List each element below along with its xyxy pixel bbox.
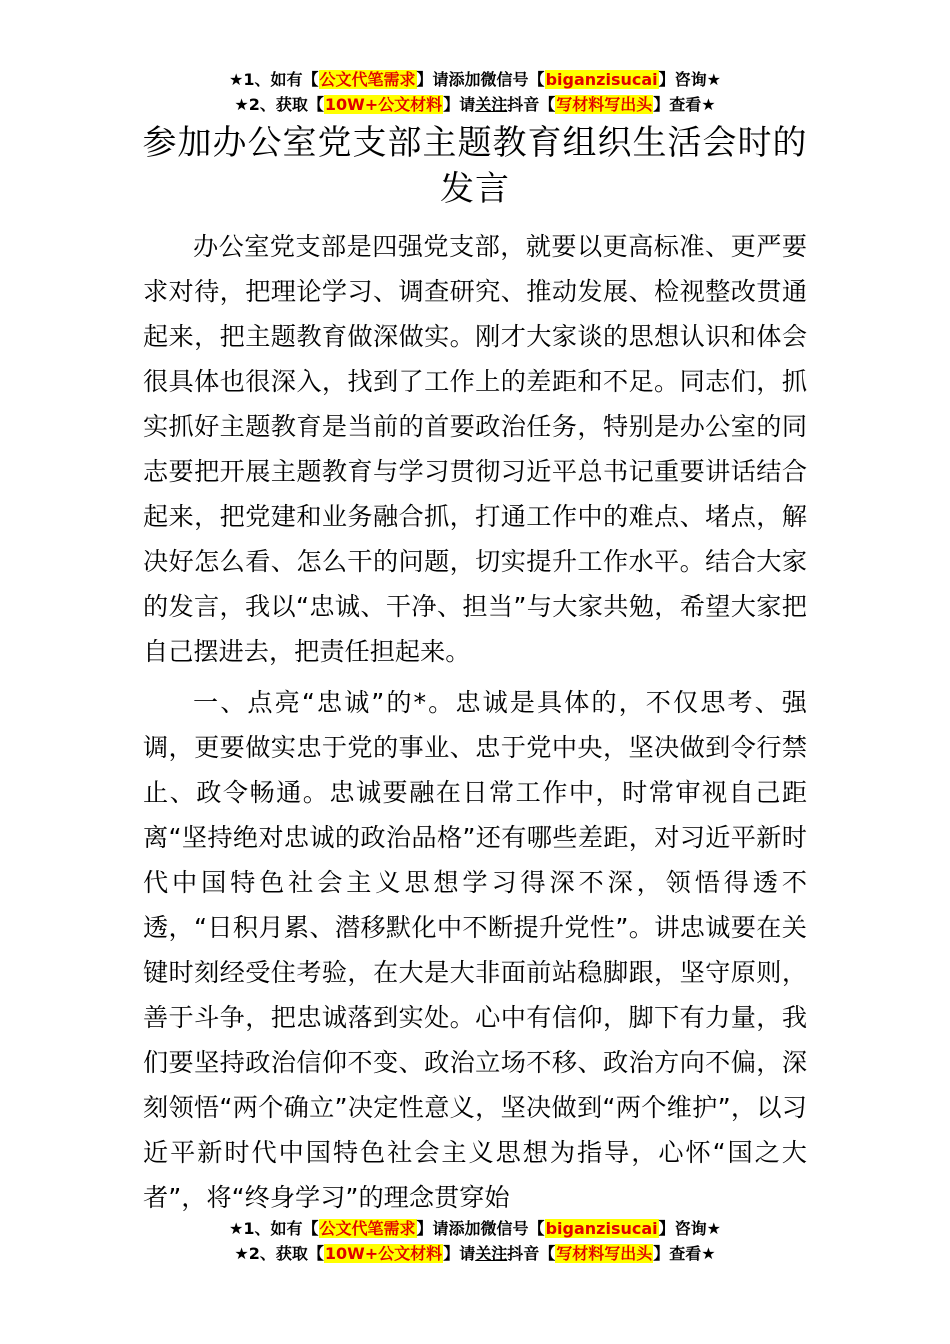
promo-text: 】查看★ — [653, 1244, 716, 1263]
promo-text: 抖音【 — [507, 1244, 556, 1263]
promo-emphasis: 添加 — [448, 70, 481, 89]
promo-text: 微信号【 — [480, 70, 545, 89]
promo-line-1-bottom — [0, 1217, 950, 1241]
promo-text: 】咨询★ — [658, 70, 721, 89]
douyin-id-highlight: 写材料写出头 — [556, 1244, 653, 1263]
promo-text: 】查看★ — [653, 95, 716, 114]
promo-highlight: 10W+公文材料 — [324, 1244, 443, 1263]
douyin-id-highlight: 写材料写出头 — [556, 95, 653, 114]
promo-highlight: 10W+公文材料 — [324, 95, 443, 114]
paragraph-1: 办公室党支部是四强党支部，就要以更高标准、更严要求对待，把理论学习、调查研究、推动发展、检视整改贯通起来，把主题教育做深做实。刚才大家谈的思想认识和体会很具体也很深入，找到了工作上的差距和不足。同志们，抓实抓好主题教育是当前的首要政治任务，特别是办公室的同志要把开展主题教育与学习贯彻习近平总书记重要讲话结合起来，把党建和业务融合抓，打通工作中的难点、堵点，解决好怎么看、怎么干的问题，切实提升工作水平。结合大家的发言，我以“忠诚、干净、担当”与大家共勉，希望大家把自己摆进去，把责任担起来。 — [143, 232, 807, 666]
promo-emphasis: 关注 — [475, 95, 508, 114]
paragraph-2: 一、点亮“忠诚”的*。忠诚是具体的，不仅思考、强调，更要做实忠于党的事业、忠于党中央，坚决做到令行禁止、政令畅通。忠诚要融在日常工作中，时常审视自己距离“坚持绝对忠诚的政治品格”还有哪些差距，对习近平新时代中国特色社会主义思想学习得深不深，领悟得透不透，“日积月累、潜移默化中不断提升党性”。讲忠诚要在关键时刻经受住考验，在大是大非面前站稳脚跟，坚守原则，善于斗争，把忠诚落到实处。心中有信仰，脚下有力量，我们要坚持政治信仰不变、政治立场不移、政治方向不偏，深刻领悟“两个确立”决定性意义，坚决做到“两个维护”，以习近平新时代中国特色社会主义思想为指导，心怀“国之大者”，将“终身学习”的理念贯穿始 — [143, 688, 807, 1212]
promo-text: 】请 — [416, 1219, 449, 1238]
promo-text: ★1、如有【 — [229, 70, 319, 89]
promo-highlight: 公文代笔需求 — [319, 1219, 416, 1238]
document-body — [143, 0, 807, 1344]
promo-text: 微信号【 — [480, 1219, 545, 1238]
promo-line-2-bottom — [0, 1242, 950, 1266]
promo-text: ★2、获取【 — [234, 95, 324, 114]
promo-text: 】咨询★ — [658, 1219, 721, 1238]
promo-emphasis: 关注 — [475, 1244, 508, 1263]
promo-text: 抖音【 — [507, 95, 556, 114]
promo-text: 】请 — [443, 1244, 476, 1263]
wechat-id-highlight: biganzisucai — [545, 1219, 658, 1238]
promo-text: 】请 — [443, 95, 476, 114]
promo-emphasis: 添加 — [448, 1219, 481, 1238]
promo-highlight: 公文代笔需求 — [319, 70, 416, 89]
promo-text: ★2、获取【 — [234, 1244, 324, 1263]
promo-text: ★1、如有【 — [229, 1219, 319, 1238]
wechat-id-highlight: biganzisucai — [545, 70, 658, 89]
document-title: 参加办公室党支部主题教育组织生活会时的发言 — [142, 123, 808, 209]
promo-text: 】请 — [416, 70, 449, 89]
